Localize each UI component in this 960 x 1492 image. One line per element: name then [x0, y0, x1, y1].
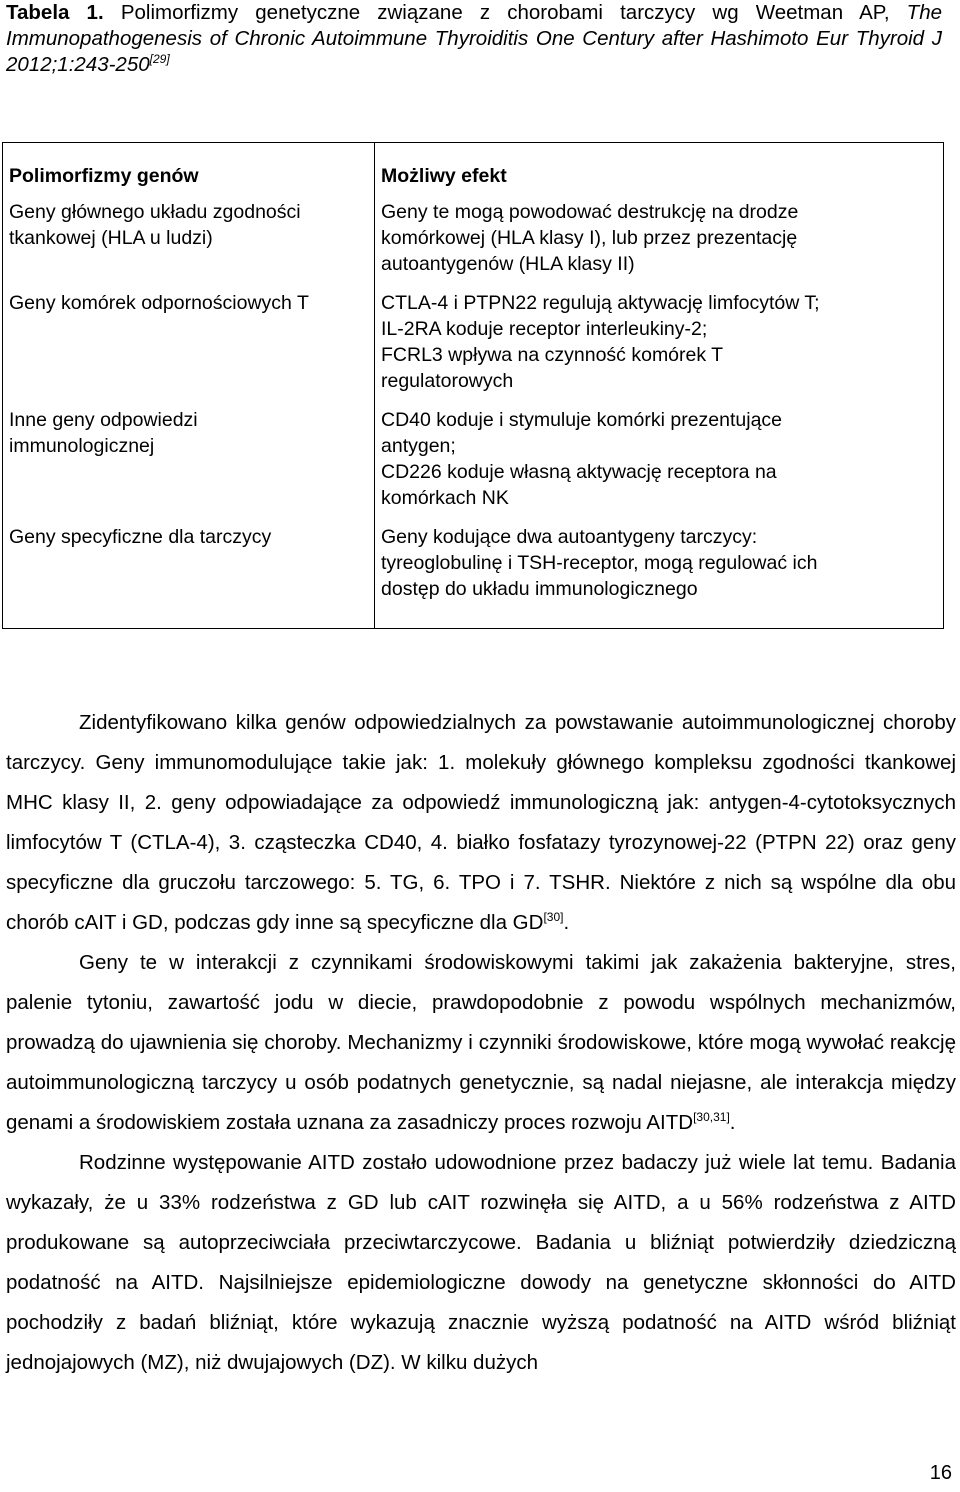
cell-line: Inne geny odpowiedzi — [9, 409, 198, 431]
table-row — [3, 199, 944, 290]
gene-cell — [3, 524, 375, 629]
caption-ref: [29] — [149, 52, 170, 66]
effect-cell — [375, 524, 944, 629]
gene-polymorphism-table — [2, 142, 944, 629]
citation-ref: [30,31] — [693, 1110, 730, 1124]
table-row — [3, 290, 944, 407]
paragraph-tail: . — [563, 911, 570, 934]
cell-line: Geny kodujące dwa autoantygeny tarczycy: — [381, 526, 758, 548]
cell-line: immunologicznej — [9, 435, 155, 457]
cell-line: IL-2RA koduje receptor interleukiny-2; — [381, 318, 708, 340]
cell-line: dostęp do układu immunologicznego — [381, 578, 698, 600]
cell-line: tyreoglobulinę i TSH-receptor, mogą regulować ich — [381, 552, 818, 574]
table-caption — [6, 0, 942, 78]
cell-line: CTLA-4 i PTPN22 regulują aktywację limfocytów T; — [381, 292, 820, 314]
cell-line: komórkowej (HLA klasy I), lub przez prezentację — [381, 227, 798, 249]
gene-cell — [3, 199, 375, 290]
cell-line: FCRL3 wpływa na czynność komórek T — [381, 344, 724, 366]
table-header-row — [3, 143, 944, 200]
paragraph-text: Geny te w interakcji z czynnikami środowiskowymi takimi jak zakażenia bakteryjne, stres, palenie tytoniu, zawartość jodu w diecie, prawdopodobnie z powodu wspólnych mechanizmów, prowadzą do ujawnienia się choroby. Mechanizmy i czynniki środowiskowe, które mogą wywołać reakcję autoimmunologiczną tarczycy u osób podatnych genetycznie, są nadal niejasne, ale interakcja między genami a środowiskiem została uznana za zasadniczy proces rozwoju AITD — [6, 951, 956, 1134]
paragraph — [6, 703, 956, 943]
page-number: 16 — [929, 1462, 952, 1484]
paragraph-tail: . — [729, 1111, 736, 1134]
cell-line: Geny specyficzne dla tarczycy — [9, 526, 272, 548]
effect-cell — [375, 407, 944, 524]
cell-line: Geny komórek odpornościowych T — [9, 292, 309, 314]
paragraph-text: Zidentyfikowano kilka genów odpowiedzialnych za powstawanie autoimmunologicznej choroby tarczycy. Geny immunomodulujące takie jak: 1. molekuły głównego kompleksu zgodności tkankowej MHC klasy II, 2. geny odpowiadające za odpowiedź immunologiczną jak: antygen-4-cytotoksycznych limfocytów T (CTLA-4), 3. cząsteczka CD40, 4. białko fosfatazy tyrozynowej-22 (PTPN 22) oraz geny specyficzne dla gruczołu tarczowego: 5. TG, 6. TPO i 7. TSHR. Niektóre z nich są wspólne dla obu chorób cAIT i GD, podczas gdy inne są specyficzne dla GD — [6, 711, 956, 934]
header-effect: Możliwy efekt — [381, 165, 507, 187]
header-genes: Polimorfizmy genów — [3, 143, 375, 200]
gene-cell — [3, 407, 375, 524]
caption-label: Tabela 1. — [6, 1, 104, 24]
paragraph — [6, 943, 956, 1143]
cell-line: regulatorowych — [381, 370, 514, 392]
caption-citation: The Immunopathogenesis of Chronic Autoimmune Thyroiditis One Century after Hashimoto Eur Thyroid J 2012;1:243-250 — [6, 1, 942, 76]
table-row — [3, 407, 944, 524]
cell-line: antygen; — [381, 435, 456, 457]
effect-cell — [375, 199, 944, 290]
body-text — [6, 703, 956, 1383]
effect-cell — [375, 290, 944, 407]
paragraph-text: Rodzinne występowanie AITD zostało udowodnione przez badaczy już wiele lat temu. Badania wykazały, że u 33% rodzeństwa z GD lub cAIT rozwinęła się AITD, a u 56% rodzeństwa z AITD produkowane są autoprzeciwciała przeciwtarczycowe. Badania u bliźniąt potwierdziły dziedziczną podatność na AITD. Najsilniejsze epidemiologiczne dowody na genetyczne skłonności do AITD pochodziły z badań bliźniąt, które wykazują znacznie wyższą podatność na AITD wśród bliźniąt jednojajowych (MZ), niż dwujajowych (DZ). W kilku dużych — [6, 1151, 956, 1374]
cell-line: Geny głównego układu zgodności — [9, 201, 301, 223]
citation-ref: [30] — [543, 910, 564, 924]
cell-line: autoantygenów (HLA klasy II) — [381, 253, 635, 275]
cell-line: tkankowej (HLA u ludzi) — [9, 227, 213, 249]
gene-cell — [3, 290, 375, 407]
paragraph — [6, 1143, 956, 1383]
cell-line: Geny te mogą powodować destrukcję na drodze — [381, 201, 799, 223]
cell-line: CD226 koduje własną aktywację receptora na — [381, 461, 777, 483]
cell-line: komórkach NK — [381, 487, 509, 509]
table-row — [3, 524, 944, 629]
caption-text: Polimorfizmy genetyczne związane z chorobami tarczycy wg Weetman AP, — [120, 1, 890, 24]
cell-line: CD40 koduje i stymuluje komórki prezentujące — [381, 409, 783, 431]
